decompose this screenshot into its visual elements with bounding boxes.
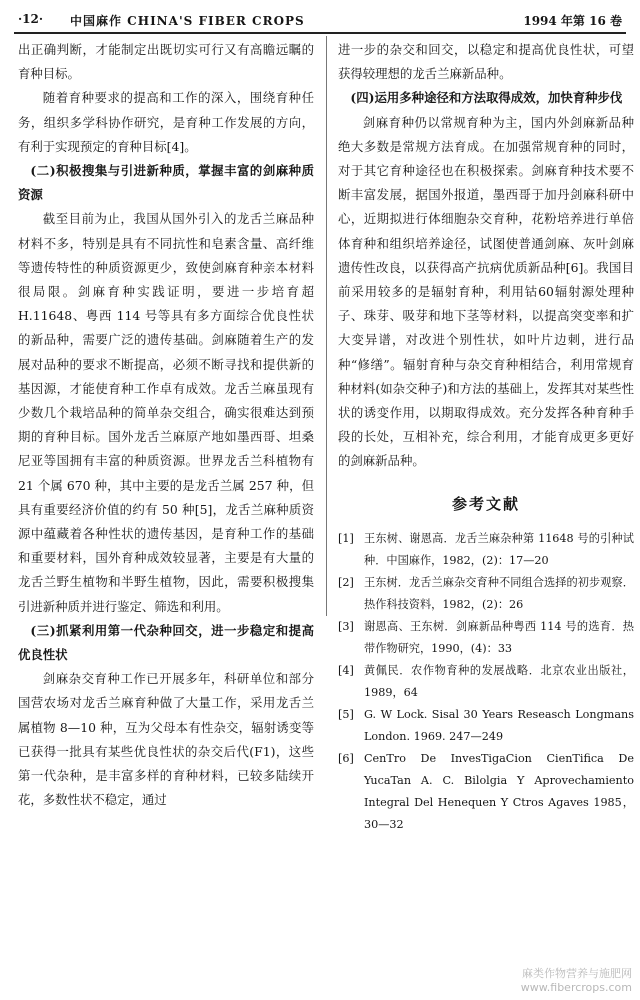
right-column-body <box>338 38 634 474</box>
reference-item <box>338 660 634 704</box>
journal-title: 中国麻作 CHINA'S FIBER CROPS <box>70 14 305 28</box>
section-heading: (三)抓紧利用第一代杂种回交，进一步稳定和提高优良性状 <box>18 622 314 663</box>
column-divider <box>326 36 327 616</box>
body-paragraph: 出正确判断，才能制定出既切实可行又有高瞻远瞩的育种目标。 <box>18 42 314 82</box>
reference-item <box>338 572 634 616</box>
reference-number: [3] <box>338 619 354 633</box>
reference-text: G. W Lock. Sisal 30 Years Reseasch Longmans London. 1969. 247—249 <box>364 707 634 743</box>
body-paragraph: 进一步的杂交和回交，以稳定和提高优良性状，可望获得较理想的龙舌兰麻新品种。 <box>338 42 634 82</box>
section-heading: (四)运用多种途径和方法取得成效，加快育种步伐 <box>350 90 623 106</box>
body-paragraph: 随着育种要求的提高和工作的深入，围绕育种任务，组织多学科协作研究，是育种工作发展的方向，有利于实现预定的育种目标[4]。 <box>18 90 314 154</box>
section-heading: (二)积极搜集与引进新种质，掌握丰富的剑麻种质资源 <box>18 163 314 203</box>
reference-item <box>338 704 634 748</box>
site-watermark <box>521 967 632 995</box>
reference-item <box>338 748 634 836</box>
reference-text: 王东树、谢恩高．龙舌兰麻杂种第 11648 号的引种试种．中国麻作，1982，(2)：17—20 <box>364 531 634 567</box>
body-paragraph: 剑麻杂交育种工作已开展多年，科研单位和部分国营农场对龙舌兰麻育种做了大量工作，采用龙舌兰属植物 8—10 种，互为父母本有性杂交，辐射诱变等已获得一批具有某些优良性状的杂交后代(F1)，这些第一代杂种，是丰富多样的育种材料，已较多陆续开花，多数性状不稳定，通过 <box>18 671 314 808</box>
reference-item <box>338 528 634 572</box>
body-paragraph: 剑麻育种仍以常规育种为主，国内外剑麻新品种绝大多数是常规方法育成。在加强常规育种的同时，对于其它育种途径也在积极探索。剑麻育种技术要不断丰富发展，据国外报道，墨西哥于加丹剑麻科研中心，近期拟进行体细胞杂交育种，花粉培养进行单倍体育种和组织培养途径，试图使普通剑麻、灰叶剑麻遗传性改良，以获得高产抗病优质新品种[6]。我国目前采用较多的是辐射育种，利用钴60辐射源处理种子、珠芽、吸芽和地下茎等材料，以提高突变率和扩大变异谱，对改进个别性状，如叶片边刺，进行品种“修缮”。辐射育种与杂交育种相结合，利用常规育种材料(如杂交种子)和方法的基础上，发挥其对某些性状的诱变作用，以期取得成效。充分发挥各种育种手段的长处，互相补充，综合利用，才能育成更多更好的剑麻新品种。 <box>338 114 634 469</box>
reference-text: CenTro De InvesTigaCion CienTifica De YucaTan A. C. Bilolgia Y Aprovechamiento Integral Del Henequen Y Ctros Agaves 1985，30—32 <box>364 751 634 831</box>
reference-item <box>338 616 634 660</box>
header-rule <box>14 32 626 34</box>
page-number: ·12· <box>18 12 44 26</box>
reference-text: 谢恩高、王东树．剑麻新品种粤西 114 号的选育．热带作物研究，1990，(4)：33 <box>364 619 634 655</box>
reference-number: [6] <box>338 751 354 765</box>
watermark-line-2: www.fibercrops.com <box>520 981 632 994</box>
left-column <box>18 38 314 813</box>
page-header <box>18 10 622 32</box>
reference-number: [4] <box>338 663 354 677</box>
reference-number: [5] <box>338 707 354 721</box>
watermark-line-1: 麻类作物营养与施肥网 <box>522 967 632 980</box>
body-paragraph: 截至目前为止，我国从国外引入的龙舌兰麻品种材料不多，特别是具有不同抗性和皂素含量、高纤维等遗传特性的种质资源更少，致使剑麻育种亲本材料很局限。剑麻育种实践证明，要进一步培育超 H.11648、粤西 114 号等具有多方面综合优良性状的新品种，需要广泛的遗传基础。剑麻随着生产的发展对品种的要求不断提高，必须不断寻找和提供新的基因源，才能使育种工作卓有成效。龙舌兰麻虽现有少数几个栽培品种的简单杂交组合，确实很难达到预期的育种目标。国外龙舌兰麻原产地如墨西哥、坦桑尼亚等国拥有丰富的种质资源。世界龙舌兰科植物有 21 个属 670 种，其中主要的是龙舌兰属 257 种，但具有重要经济价值的约有 50 种[5]，龙舌兰麻种质资源中蕴藏着各种性状的遗传基因，是育种工作的基础和重要材料，国外育种成效较显著，主要是有大量的龙舌兰野生植物和半野生植物，因此，需要积极搜集引进新种质并进行鉴定、筛选和利用。 <box>18 211 314 614</box>
reference-number: [2] <box>338 575 354 589</box>
reference-text: 王东树．龙舌兰麻杂交育种不同组合选择的初步观察．热作科技资料，1982，(2)：26 <box>364 575 634 611</box>
reference-list <box>338 528 634 836</box>
right-column <box>338 38 634 836</box>
reference-text: 黄佩民．农作物育种的发展战略．北京农业出版社，1989，64 <box>364 663 634 699</box>
references-title: 参考文献 <box>451 494 520 513</box>
reference-number: [1] <box>338 531 354 545</box>
issue-info: 1994 年第 16 卷 <box>523 14 622 28</box>
